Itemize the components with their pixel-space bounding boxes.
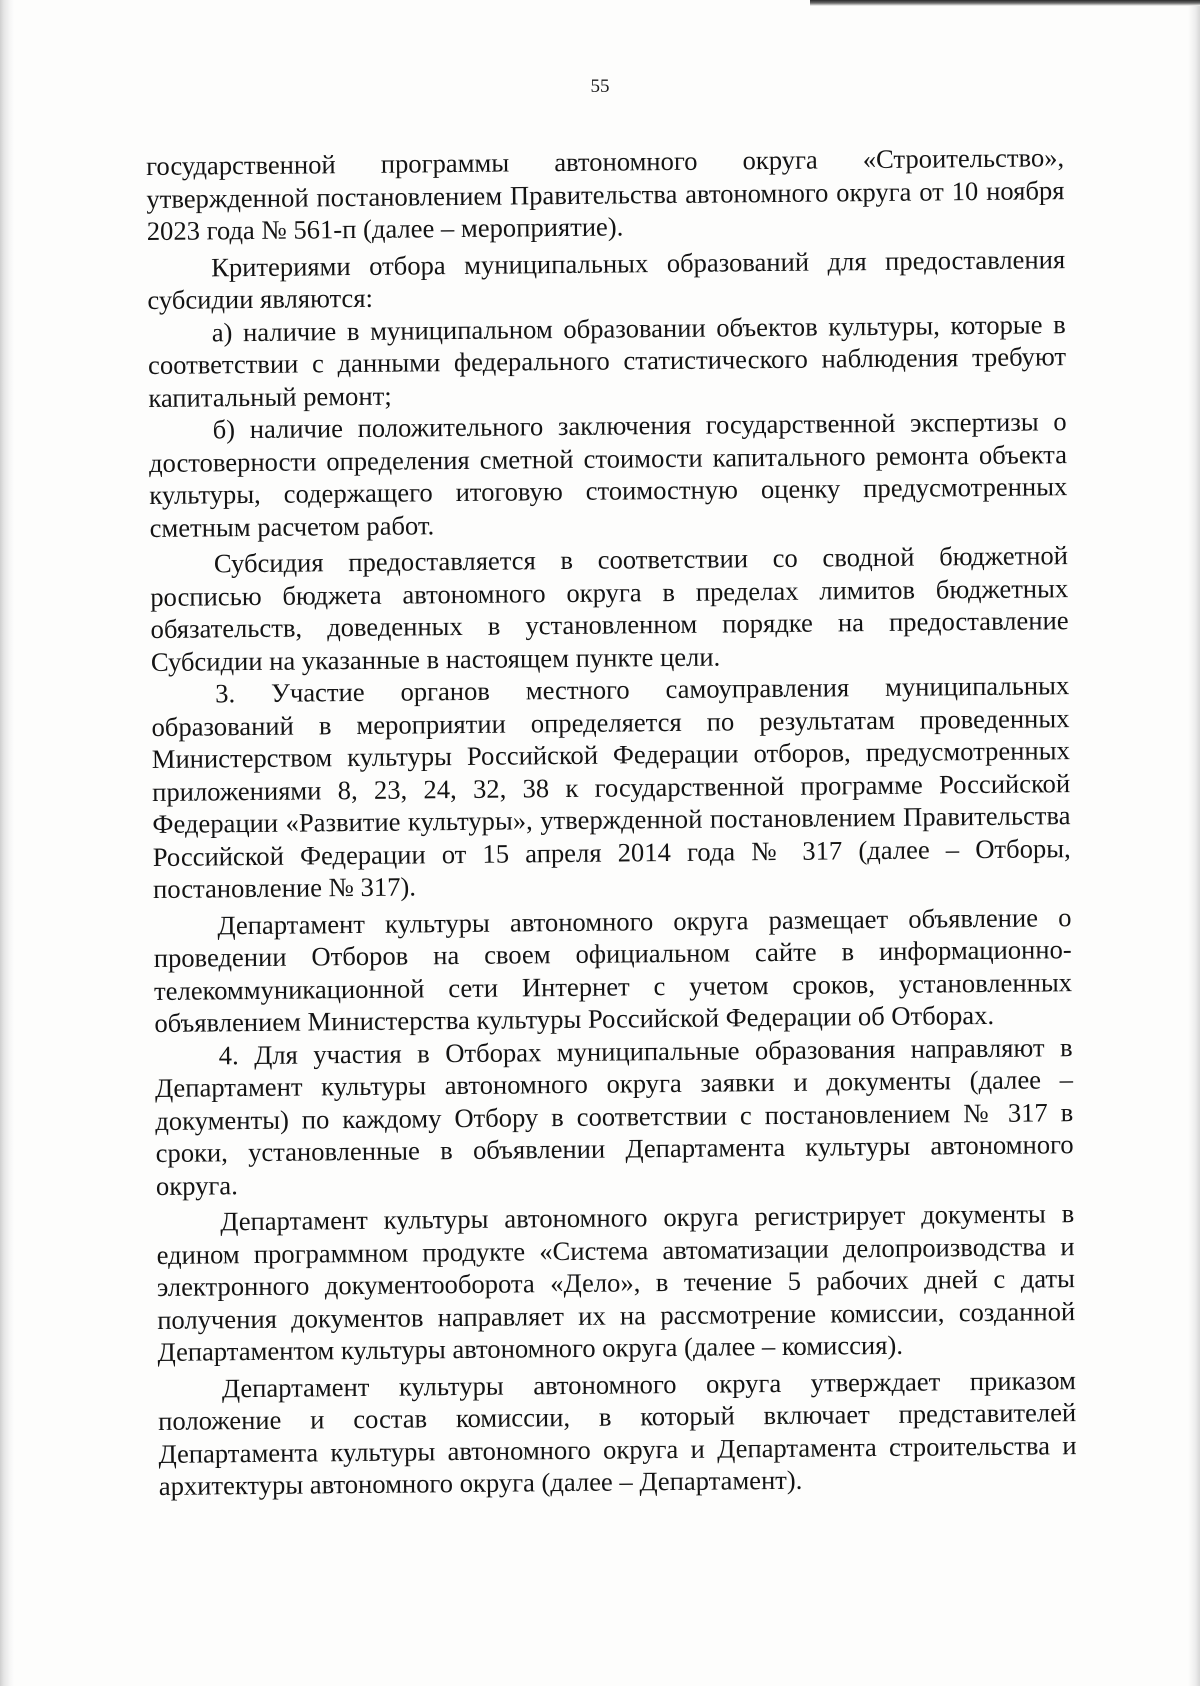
paragraph-commission-approval: Департамент культуры автономного округа утверждает приказом положение и состав комиссии, в который включает представителей Департамента культуры автономного округа и Департамента строительства и архитектуры автономного округа (далее – Департамент). bbox=[158, 1364, 1077, 1501]
paragraph-criterion-a: а) наличие в муниципальном образовании объектов культуры, которые в соответствии с данными федерального статистического наблюдения требуют капитальный ремонт; bbox=[147, 308, 1067, 413]
paragraph-clause-4: 4. Для участия в Отборах муниципальные образования направляют в Департамент культуры автономного округа заявки и документы (далее – документы) по каждому Отбору в соответствии с постановлением № 317 в сроки, установленные в объявлении Департамента культуры автономного округа. bbox=[154, 1031, 1074, 1201]
document-body bbox=[146, 141, 1077, 1502]
page-number: 55 bbox=[590, 76, 610, 97]
paragraph-clause-3: 3. Участие органов местного самоуправления муниципальных образований в мероприятии определяется по результатам проведенных Министерством культуры Российской Федерации отборов, предусмотренных приложениями 8, 23, 24, 32, 38 к государственной программе Российской Федерации «Развитие культуры», утвержденной постановлением Правительства Российской Федерации от 15 апреля 2014 года № 317 (далее – Отборы, постановление № 317). bbox=[151, 670, 1071, 904]
scan-shadow-top bbox=[810, 0, 1200, 6]
paragraph-selection-announcement: Департамент культуры автономного округа размещает объявление о проведении Отборов на своем официальном сайте в информационно-телекоммуникационной сети Интернет с учетом сроков, установленных объявлением Министерства культуры Российской Федерации об Отборах. bbox=[153, 901, 1073, 1038]
paragraph-subsidy-provision: Субсидия предоставляется в соответствии со сводной бюджетной росписью бюджета автономного округа в пределах лимитов бюджетных обязательств, доведенных в установленном порядке на предоставление Субсидии на указанные в настоящем пункте цели. bbox=[150, 540, 1069, 677]
paragraph-document-registration: Департамент культуры автономного округа регистрирует документы в едином программном продукте «Система автоматизации делопроизводства и электронного документооборота «Дело», в течение 5 рабочих дней с даты получения документов направляет их на рассмотрение комиссии, созданной Департаментом культуры автономного округа (далее – комиссия). bbox=[156, 1198, 1076, 1367]
paragraph-selection-criteria: Критериями отбора муниципальных образований для предоставления субсидии являются: bbox=[147, 243, 1066, 315]
scan-shadow-left bbox=[0, 0, 14, 1686]
paragraph-criterion-b: б) наличие положительного заключения государственной экспертизы о достоверности определения сметной стоимости капитального ремонта объекта культуры, содержащего итоговую стоимостную оценку предусмотренных сметным расчетом работ. bbox=[148, 406, 1068, 543]
paragraph-program-continuation: государственной программы автономного округа «Строительство», утвержденной постановлением Правительства автономного округа от 10 ноября 2023 года № 561-п (далее – мероприятие). bbox=[146, 142, 1065, 246]
scan-shadow-right bbox=[1188, 0, 1200, 1686]
